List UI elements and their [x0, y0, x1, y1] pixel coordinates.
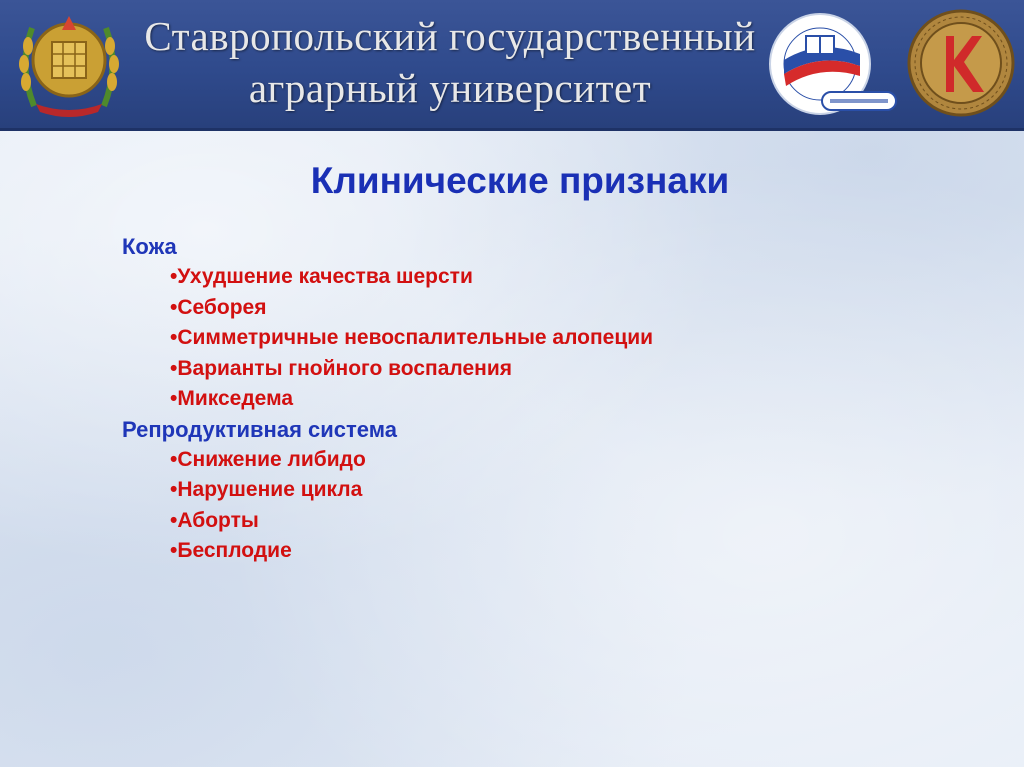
list-item: •Ухудшение качества шерсти	[170, 265, 473, 288]
quality-award-logo	[906, 8, 1016, 118]
section-heading-reproductive: Репродуктивная система	[122, 416, 397, 442]
content-list	[122, 232, 922, 567]
header-title-line1: Ставропольский государственный	[144, 13, 756, 59]
list-item: •Нарушение цикла	[170, 478, 363, 501]
slide-title: Клинические признаки	[310, 160, 730, 201]
section-heading-skin: Кожа	[122, 234, 177, 259]
list-item: •Бесплодие	[170, 539, 292, 562]
list-item: •Симметричные невоспалительные алопеции	[170, 326, 654, 349]
list-item: •Микседема	[170, 387, 294, 410]
header-title-line2: аграрный университет	[248, 65, 652, 111]
list-item: •Аборты	[170, 508, 259, 532]
list-item: •Снижение либидо	[170, 447, 366, 471]
list-item: •Варианты гнойного воспаления	[170, 356, 512, 380]
national-project-education-logo	[760, 8, 900, 120]
header-title	[140, 10, 760, 114]
list-item: •Себорея	[170, 295, 267, 319]
header-banner	[0, 0, 1024, 131]
university-coat-of-arms-icon	[14, 6, 124, 118]
